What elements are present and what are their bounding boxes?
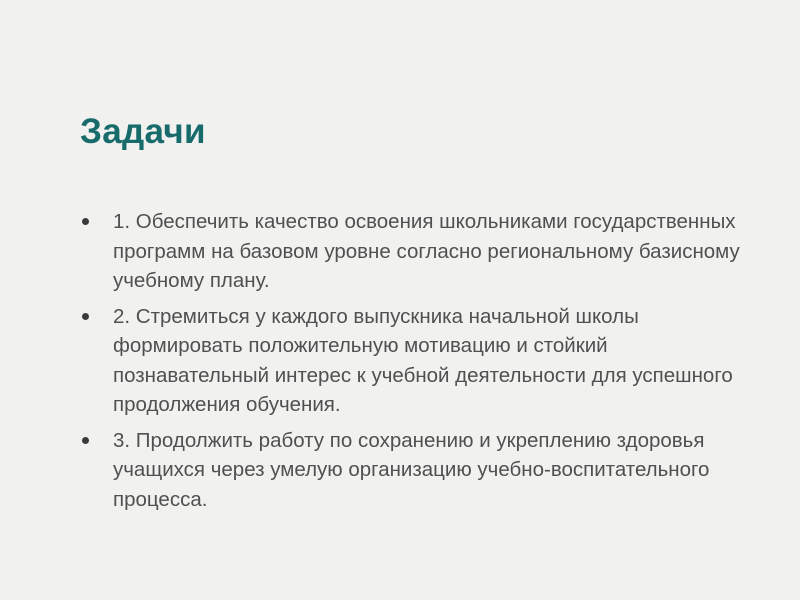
bullet-icon — [82, 218, 89, 225]
slide-title: Задачи — [80, 112, 206, 151]
list-item-text: 1. Обеспечить качество освоения школьниками государственных программ на базовом уровне согласно региональному базисному учебному плану. — [113, 210, 740, 292]
task-list — [80, 207, 740, 520]
bullet-icon — [82, 437, 89, 444]
list-item — [80, 302, 740, 420]
list-item-text: 2. Стремиться у каждого выпускника начальной школы формировать положительную мотивацию и стойкий познавательный интерес к учебной деятельности для успешного продолжения обучения. — [113, 304, 733, 416]
list-item — [80, 207, 740, 296]
list-item — [80, 426, 740, 515]
list-item-text: 3. Продолжить работу по сохранению и укреплению здоровья учащихся через умелую организацию учебно-воспитательного процесса. — [113, 428, 710, 511]
bullet-icon — [82, 313, 89, 320]
